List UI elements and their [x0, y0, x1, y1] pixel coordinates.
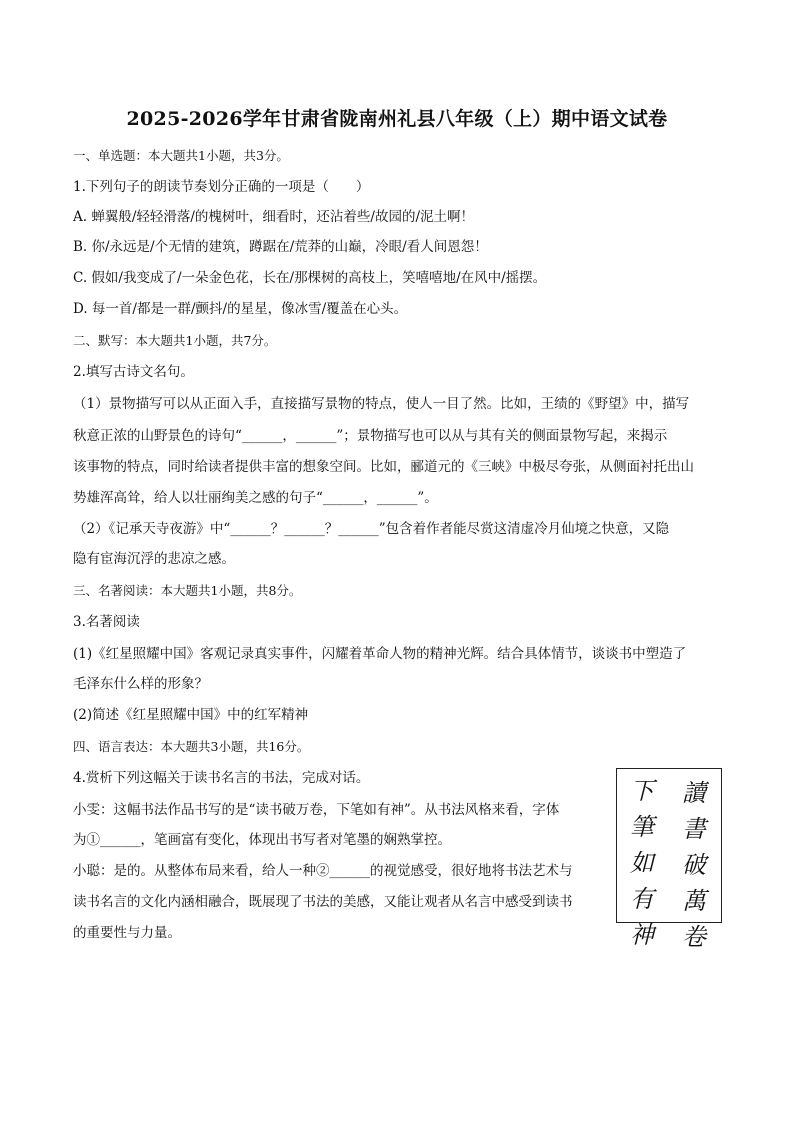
- question-2-text-line: 势雄浑高耸，给人以壮丽绚美之感的句子“______，______”。: [73, 490, 438, 506]
- calligraphy-char: 破: [682, 851, 706, 879]
- calligraphy-char: 讀: [682, 779, 706, 807]
- question-2-text-line: （2）《记承天寺夜游》中“______？______？______”包含着作者能尽赏这清虚冷月仙境之快意，又隐: [73, 521, 670, 537]
- calligraphy-column-right: [679, 775, 709, 955]
- calligraphy-char: 書: [682, 815, 706, 843]
- calligraphy-char: 有: [630, 885, 654, 913]
- question-2-text-line: 秋意正浓的山野景色的诗句“______，______”；景物描写也可以从与其有关的侧面景物写起，来揭示: [73, 428, 668, 444]
- calligraphy-char: 萬: [682, 887, 706, 915]
- section-header-3: 三、名著阅读：本大题共1小题，共8分。: [73, 583, 302, 598]
- question-4-stem: 4.赏析下列这幅关于读书名言的书法，完成对话。: [73, 770, 370, 786]
- option-d: D. 每一首/都是一群/颤抖/的星星，像冰雪/覆盖在心头。: [73, 301, 408, 317]
- calligraphy-char: 如: [630, 849, 654, 877]
- question-4-text-line: 的重要性与力量。: [73, 925, 181, 941]
- option-a: A. 蝉翼般/轻轻滑落/的槐树叶，细看时，还沾着些/故园的/泥土啊！: [73, 209, 475, 225]
- question-4-text-line: 读书名言的文化内涵相融合，既展现了书法的美感，又能让观者从名言中感受到读书: [73, 894, 573, 910]
- option-b: B. 你/永远是/个无情的建筑，蹲踞在/荒莽的山巅，冷眼/看人间恩怨！: [73, 239, 488, 255]
- calligraphy-column-left: [627, 773, 657, 953]
- calligraphy-char: 筆: [630, 813, 654, 841]
- calligraphy-char: 下: [630, 777, 654, 805]
- question-3-text-line: (1)《红星照耀中国》客观记录真实事件，闪耀着革命人物的精神光辉。结合具体情节，谈谈书中塑造了: [73, 646, 687, 662]
- calligraphy-char: 神: [630, 921, 654, 949]
- section-header-1: 一、单选题：本大题共1小题，共3分。: [73, 148, 289, 163]
- question-3-stem: 3.名著阅读: [73, 614, 140, 630]
- section-header-2: 二、默写：本大题共1小题，共7分。: [73, 333, 277, 348]
- question-2-stem: 2.填写古诗文名句。: [73, 364, 194, 380]
- calligraphy-char: 卷: [682, 923, 706, 951]
- question-2-text-line: 隐有宦海沉浮的悲凉之感。: [73, 551, 235, 567]
- question-4-text-line: 小雯：这幅书法作品书写的是“读书破万卷，下笔如有神”。从书法风格来看，字体: [73, 802, 560, 818]
- question-2-text-line: 该事物的特点，同时给读者提供丰富的想象空间。比如，郦道元的《三峡》中极尽夸张，从侧面衬托出山: [73, 459, 694, 475]
- section-header-4: 四、语言表达：本大题共3小题，共16分。: [73, 739, 310, 754]
- question-2-text-line: （1）景物描写可以从正面入手，直接描写景物的特点，使人一目了然。比如，王绩的《野望》中，描写: [73, 396, 690, 412]
- question-4-text-line: 小聪：是的。从整体布局来看，给人一种②______的视觉感受，很好地将书法艺术与: [73, 863, 573, 879]
- page-title: 2025-2026学年甘肃省陇南州礼县八年级（上）期中语文试卷: [126, 108, 668, 130]
- question-1-stem: 1.下列句子的朗读节奏划分正确的一项是（ ）: [73, 179, 370, 195]
- question-3-text-line: 毛泽东什么样的形象？: [73, 676, 208, 692]
- question-4-text-line: 为①______，笔画富有变化，体现出书写者对笔墨的娴熟掌控。: [73, 832, 451, 848]
- option-c: C. 假如/我变成了/一朵金色花，长在/那棵树的高枝上，笑嘻嘻地/在风中/摇摆。: [73, 270, 547, 286]
- calligraphy-image: [616, 768, 722, 951]
- question-3-text-line: (2)简述《红星照耀中国》中的红军精神: [73, 707, 309, 723]
